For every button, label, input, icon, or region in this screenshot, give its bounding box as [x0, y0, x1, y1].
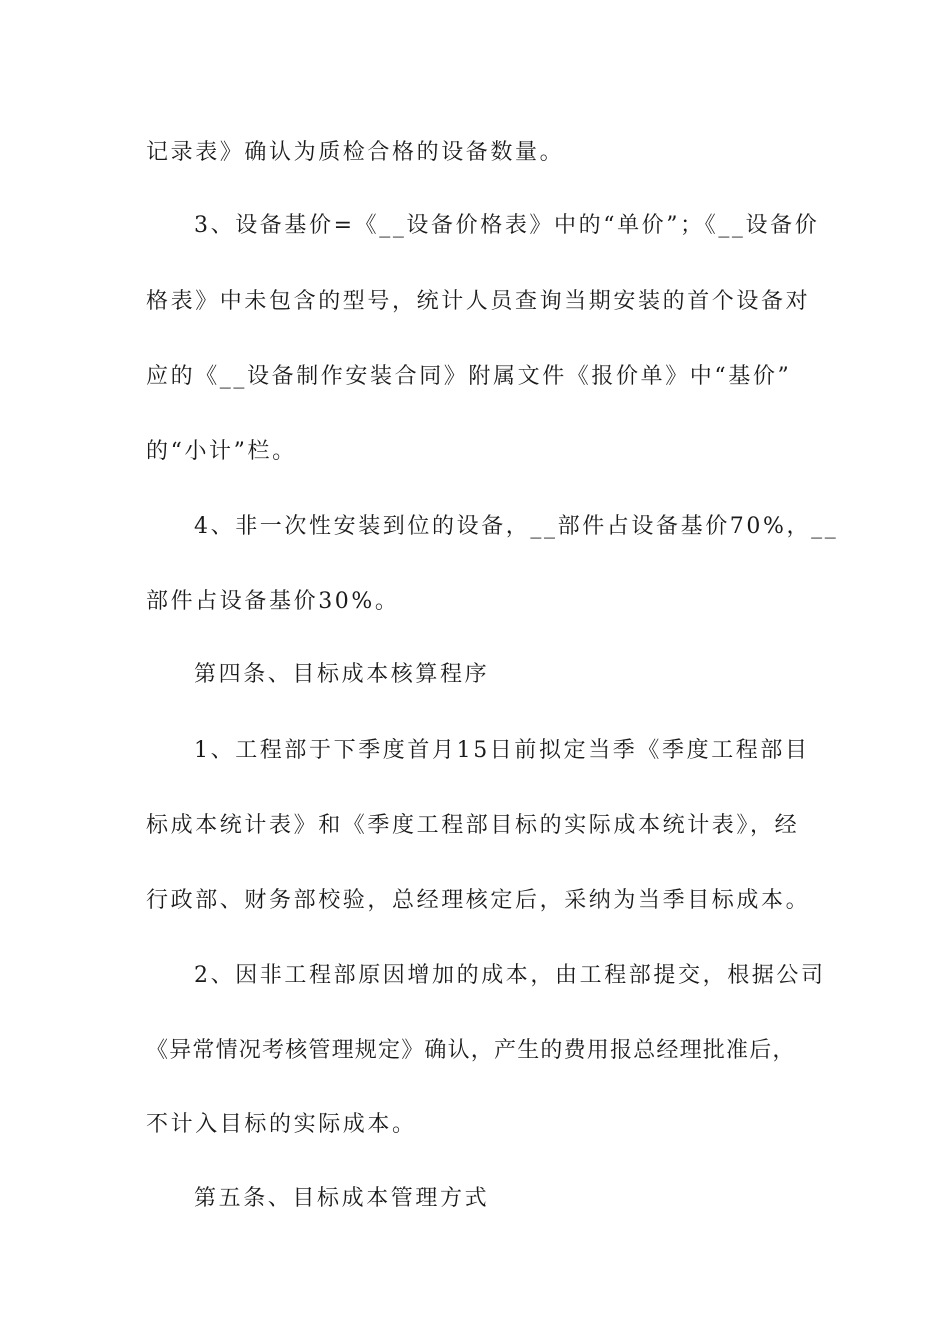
paragraph-line: 2、因非工程部原因增加的成本，由工程部提交，根据公司 — [194, 963, 826, 988]
paragraph-line: 应的《__设备制作安装合同》附属文件《报价单》中“基价” — [146, 364, 792, 389]
paragraph-line: 的“小计”栏。 — [146, 439, 297, 464]
paragraph-line: 不计入目标的实际成本。 — [146, 1112, 417, 1137]
paragraph-line: 3、设备基价=《__设备价格表》中的“单价”；《__设备价 — [194, 213, 820, 238]
section-heading: 第四条、目标成本核算程序 — [194, 662, 490, 687]
paragraph-line: 《异常情况考核管理规定》确认，产生的费用报总经理批准后， — [146, 1038, 796, 1063]
paragraph-line: 4、非一次性安装到位的设备，__部件占设备基价70%，__ — [194, 514, 839, 539]
paragraph-line: 记录表》确认为质检合格的设备数量。 — [146, 140, 565, 165]
paragraph-line: 1、工程部于下季度首月15日前拟定当季《季度工程部目 — [194, 738, 810, 763]
section-heading: 第五条、目标成本管理方式 — [194, 1186, 490, 1211]
paragraph-line: 行政部、财务部校验，总经理核定后，采纳为当季目标成本。 — [146, 888, 811, 913]
paragraph-line: 格表》中未包含的型号，统计人员查询当期安装的首个设备对 — [146, 289, 811, 314]
paragraph-line: 标成本统计表》和《季度工程部目标的实际成本统计表》，经 — [146, 813, 800, 838]
paragraph-line: 部件占设备基价30%。 — [146, 589, 400, 614]
